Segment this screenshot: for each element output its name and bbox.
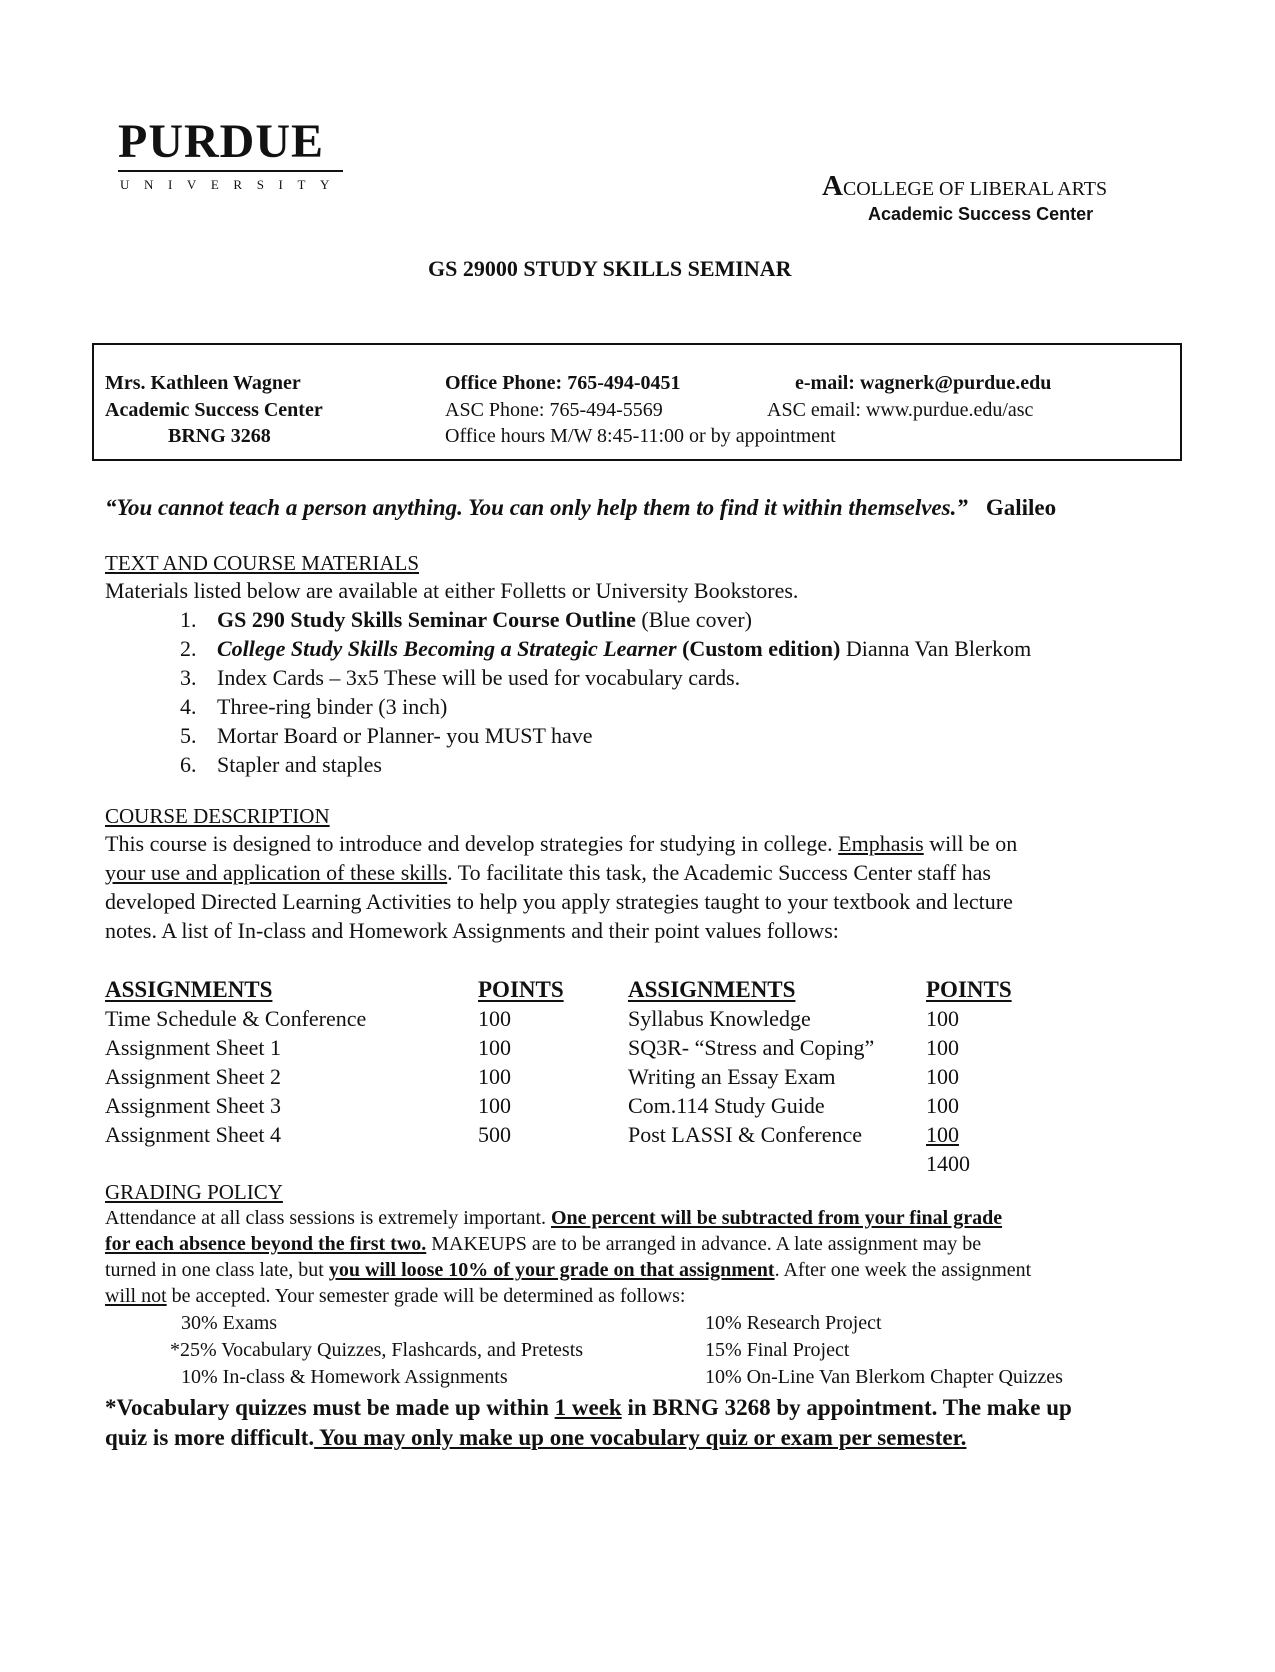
assignment-points: 100 — [926, 1064, 959, 1089]
course-title: GS 29000 STUDY SKILLS SEMINAR — [428, 256, 792, 281]
asc-email[interactable]: ASC email: www.purdue.edu/asc — [767, 399, 1034, 421]
purdue-logo-subtitle: UNIVERSITY — [120, 177, 344, 192]
purdue-logo-wordmark: PURDUE — [118, 115, 324, 168]
points-header-right: POINTS — [926, 977, 1012, 1002]
description-line: developed Directed Learning Activities to help you apply strategies taught to your textbook and lecture — [105, 889, 1013, 914]
list-item: Three-ring binder (3 inch) — [217, 694, 448, 719]
assignment-points: 500 — [478, 1122, 511, 1147]
list-item: Mortar Board or Planner- you MUST have — [217, 723, 593, 748]
grade-weight: 10% In-class & Homework Assignments — [181, 1366, 508, 1388]
list-item-number: 6. — [180, 752, 197, 777]
vocabulary-note-line: *Vocabulary quizzes must be made up within 1 week in BRNG 3268 by appointment. The make up — [105, 1395, 1072, 1420]
list-item-number: 2. — [180, 636, 197, 661]
logo-divider — [118, 170, 343, 172]
college-name: ACOLLEGE OF LIBERAL ARTS — [822, 170, 1108, 202]
assignment-name: Assignment Sheet 4 — [105, 1122, 281, 1147]
assignment-name: Post LASSI & Conference — [628, 1122, 863, 1147]
assignment-name: Assignment Sheet 2 — [105, 1064, 281, 1089]
assignment-name: Assignment Sheet 1 — [105, 1035, 281, 1060]
grading-line: Attendance at all class sessions is extremely important. One percent will be subtracted from your final grade — [105, 1207, 1003, 1229]
grading-line: for each absence beyond the first two. MAKEUPS are to be arranged in advance. A late assignment may be — [105, 1233, 982, 1255]
description-line: This course is designed to introduce and develop strategies for studying in college. Emphasis will be on — [105, 831, 1018, 856]
assignment-points: 100 — [926, 1093, 959, 1118]
quote — [105, 496, 1056, 519]
grade-weight: 15% Final Project — [705, 1339, 850, 1361]
assignment-points: 100 — [926, 1006, 959, 1031]
materials-intro: Materials listed below are available at either Folletts or University Bookstores. — [105, 578, 799, 603]
asc-phone: ASC Phone: 765-494-5569 — [445, 399, 663, 421]
assignment-points: 100 — [478, 1035, 511, 1060]
assignment-name: Writing an Essay Exam — [628, 1064, 836, 1089]
list-item-number: 4. — [180, 694, 197, 719]
instructor-name: Mrs. Kathleen Wagner — [105, 372, 301, 394]
list-item-number: 1. — [180, 607, 197, 632]
assignments-header-right: ASSIGNMENTS — [628, 977, 796, 1002]
points-total: 1400 — [926, 1151, 970, 1176]
instructor-room: BRNG 3268 — [168, 425, 271, 447]
quote-text: “You cannot teach a person anything. You can only help them to find it within themselves.” — [105, 495, 968, 520]
office-hours: Office hours M/W 8:45-11:00 or by appointment — [445, 425, 836, 447]
instructor-department: Academic Success Center — [105, 399, 323, 421]
list-item-number: 5. — [180, 723, 197, 748]
assignment-points: 100 — [926, 1035, 959, 1060]
points-header-left: POINTS — [478, 977, 564, 1002]
quote-author: Galileo — [985, 495, 1057, 520]
grade-weight: 10% On-Line Van Blerkom Chapter Quizzes — [705, 1366, 1063, 1388]
instructor-email[interactable]: e-mail: wagnerk@purdue.edu — [795, 372, 1052, 394]
list-item: GS 290 Study Skills Seminar Course Outline (Blue cover) — [217, 607, 752, 632]
list-item: Stapler and staples — [217, 752, 382, 777]
assignment-points: 100 — [478, 1006, 511, 1031]
assignment-name: Time Schedule & Conference — [105, 1006, 367, 1031]
grading-line: turned in one class late, but you will loose 10% of your grade on that assignment. After one week the assignment — [105, 1259, 1032, 1281]
assignment-name: Syllabus Knowledge — [628, 1006, 811, 1031]
materials-heading: TEXT AND COURSE MATERIALS — [105, 551, 420, 575]
assignment-name: Assignment Sheet 3 — [105, 1093, 281, 1118]
description-line: your use and application of these skills. To facilitate this task, the Academic Success Center staff has — [105, 860, 991, 885]
description-line: notes. A list of In-class and Homework Assignments and their point values follows: — [105, 918, 839, 943]
vocabulary-note-line: quiz is more difficult. You may only make up one vocabulary quiz or exam per semester. — [105, 1425, 967, 1450]
assignment-points: 100 — [478, 1064, 511, 1089]
assignment-points: 100 — [478, 1093, 511, 1118]
list-item: College Study Skills Becoming a Strategic Learner (Custom edition) Dianna Van Blerkom — [217, 636, 1032, 661]
list-item-number: 3. — [180, 665, 197, 690]
center-name: Academic Success Center — [868, 204, 1094, 224]
grade-weight: 30% Exams — [181, 1312, 278, 1334]
assignments-header-left: ASSIGNMENTS — [105, 977, 273, 1002]
assignment-points: 100 — [926, 1122, 959, 1147]
assignment-name: Com.114 Study Guide — [628, 1093, 825, 1118]
grade-weight: 10% Research Project — [705, 1312, 882, 1334]
office-phone: Office Phone: 765-494-0451 — [445, 372, 681, 394]
assignment-name: SQ3R- “Stress and Coping” — [628, 1035, 875, 1060]
description-heading: COURSE DESCRIPTION — [105, 804, 330, 828]
list-item: Index Cards – 3x5 These will be used for vocabulary cards. — [217, 665, 741, 690]
grading-heading: GRADING POLICY — [105, 1180, 283, 1204]
grading-line: will not be accepted. Your semester grade will be determined as follows: — [105, 1285, 686, 1307]
grade-weight: *25% Vocabulary Quizzes, Flashcards, and Pretests — [170, 1339, 584, 1361]
